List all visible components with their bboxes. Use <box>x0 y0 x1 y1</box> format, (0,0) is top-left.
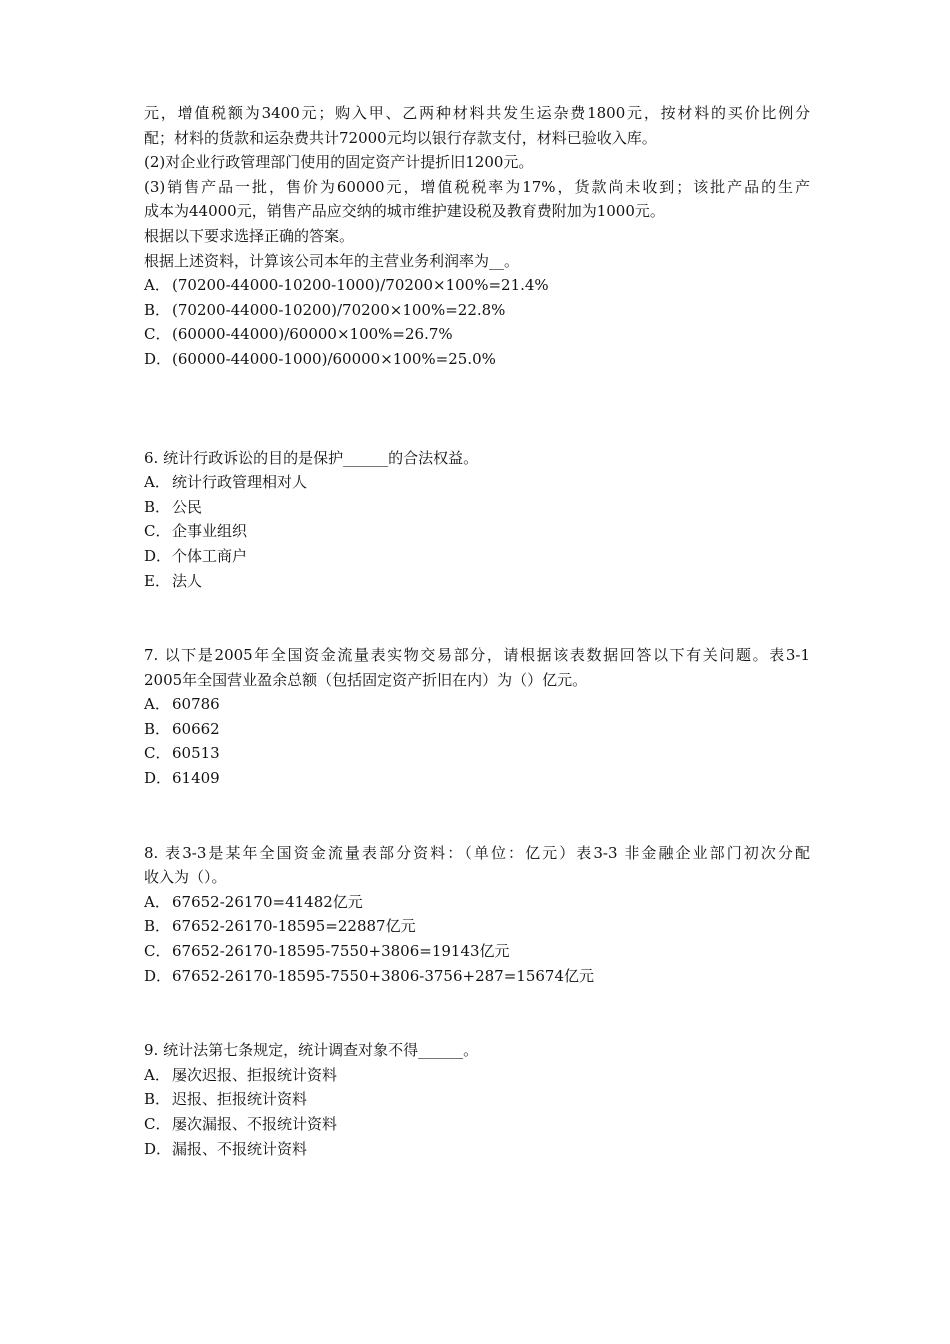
option-text: 67652-26170-18595=22887亿元 <box>172 917 416 936</box>
question-text-line: (2)对企业行政管理部门使用的固定资产计提折旧1200元。 <box>144 153 534 172</box>
question-8 <box>144 841 810 989</box>
option-text: (70200-44000-10200-1000)/70200×100%=21.4% <box>172 276 549 295</box>
question-stem: 6. 统计行政诉讼的目的是保护______的合法权益。 <box>144 448 479 467</box>
option-letter: C． <box>144 942 171 961</box>
option-text: 屡次漏报、不报统计资料 <box>172 1115 338 1133</box>
spacer <box>144 593 810 643</box>
option-b <box>144 495 810 520</box>
option-d <box>144 544 810 569</box>
option-text: 迟报、拒报统计资料 <box>172 1090 308 1109</box>
option-b <box>144 298 810 323</box>
option-letter: A． <box>144 892 170 911</box>
option-letter: C． <box>144 744 171 763</box>
option-a <box>144 692 810 717</box>
option-a <box>144 1063 810 1088</box>
option-a <box>144 890 810 915</box>
question-stem: 7. 以下是2005年全国资金流量表实物交易部分，请根据该表数据回答以下有关问题。表3-1 <box>144 646 810 665</box>
question-text-line: 元，增值税额为3400元；购入甲、乙两种材料共发生运杂费1800元，按材料的买价比例分 <box>144 104 810 122</box>
question-text-line: 根据以下要求选择正确的答案。 <box>144 226 355 245</box>
option-a <box>144 273 810 298</box>
option-text: 60513 <box>172 744 220 763</box>
option-letter: B． <box>144 1090 171 1109</box>
option-d <box>144 1137 810 1162</box>
option-d <box>144 766 810 791</box>
option-c <box>144 1112 810 1137</box>
question-stem: 8. 表3-3是某年全国资金流量表部分资料：（单位：亿元）表3-3 非金融企业部门初次分配 <box>144 843 810 862</box>
option-text: 统计行政管理相对人 <box>172 473 308 492</box>
option-letter: D． <box>144 349 172 368</box>
question-text-line: (3)销售产品一批，售价为60000元，增值税税率为17%，货款尚未收到；该批产品的生产 <box>144 177 810 196</box>
option-b <box>144 914 810 939</box>
option-text: 67652-26170-18595-7550+3806=19143亿元 <box>172 942 510 961</box>
question-stem: 9. 统计法第七条规定，统计调查对象不得______。 <box>144 1041 479 1060</box>
option-a <box>144 470 810 495</box>
option-text: 67652-26170-18595-7550+3806-3756+287=15674亿元 <box>172 966 594 985</box>
question-7 <box>144 643 810 791</box>
option-letter: C． <box>144 522 171 541</box>
option-letter: D． <box>144 546 172 565</box>
option-letter: A． <box>144 1065 170 1084</box>
option-letter: C． <box>144 1115 171 1133</box>
option-e <box>144 569 810 594</box>
option-letter: A． <box>144 473 170 492</box>
option-b <box>144 1087 810 1112</box>
option-text: 67652-26170=41482亿元 <box>172 892 363 911</box>
option-text: (60000-44000)/60000×100%=26.7% <box>172 325 453 344</box>
option-d <box>144 964 810 989</box>
option-letter: D． <box>144 1139 172 1158</box>
option-c <box>144 741 810 766</box>
option-d <box>144 347 810 372</box>
option-text: (60000-44000-1000)/60000×100%=25.0% <box>172 349 496 368</box>
option-letter: D． <box>144 966 172 985</box>
question-stem: 2005年全国营业盈余总额（包括固定资产折旧在内）为（）亿元。 <box>144 670 588 689</box>
option-text: 屡次迟报、拒报统计资料 <box>172 1065 338 1084</box>
option-letter: C． <box>144 325 171 344</box>
option-text: 个体工商户 <box>172 546 248 565</box>
option-c <box>144 322 810 347</box>
option-letter: D． <box>144 769 172 788</box>
question-text-line: 配；材料的货款和运杂费共计72000元均以银行存款支付，材料已验收入库。 <box>144 128 657 147</box>
option-letter: B． <box>144 917 171 936</box>
question-stem: 收入为（）。 <box>144 868 227 887</box>
option-text: 61409 <box>172 769 220 788</box>
question-5-continuation <box>144 101 810 372</box>
option-letter: E． <box>144 571 170 590</box>
option-c <box>144 519 810 544</box>
option-letter: B． <box>144 497 171 516</box>
question-9 <box>144 1038 810 1161</box>
option-text: 60786 <box>172 695 220 714</box>
option-text: 漏报、不报统计资料 <box>172 1139 308 1158</box>
document-body <box>144 101 810 1161</box>
question-text-line: 成本为44000元，销售产品应交纳的城市维护建设税及教育费附加为1000元。 <box>144 202 665 221</box>
option-c <box>144 939 810 964</box>
option-b <box>144 717 810 742</box>
option-letter: A． <box>144 276 170 295</box>
option-letter: B． <box>144 719 171 738</box>
spacer <box>144 988 810 1038</box>
option-text: 公民 <box>172 497 203 516</box>
spacer <box>144 372 810 446</box>
option-text: (70200-44000-10200)/70200×100%=22.8% <box>172 300 506 319</box>
question-6 <box>144 446 810 594</box>
option-text: 企事业组织 <box>172 522 248 541</box>
option-letter: B． <box>144 300 171 319</box>
option-text: 法人 <box>172 571 203 590</box>
option-letter: A． <box>144 695 170 714</box>
spacer <box>144 791 810 841</box>
question-prompt: 根据上述资料，计算该公司本年的主营业务利润率为__。 <box>144 251 520 270</box>
option-text: 60662 <box>172 719 220 738</box>
